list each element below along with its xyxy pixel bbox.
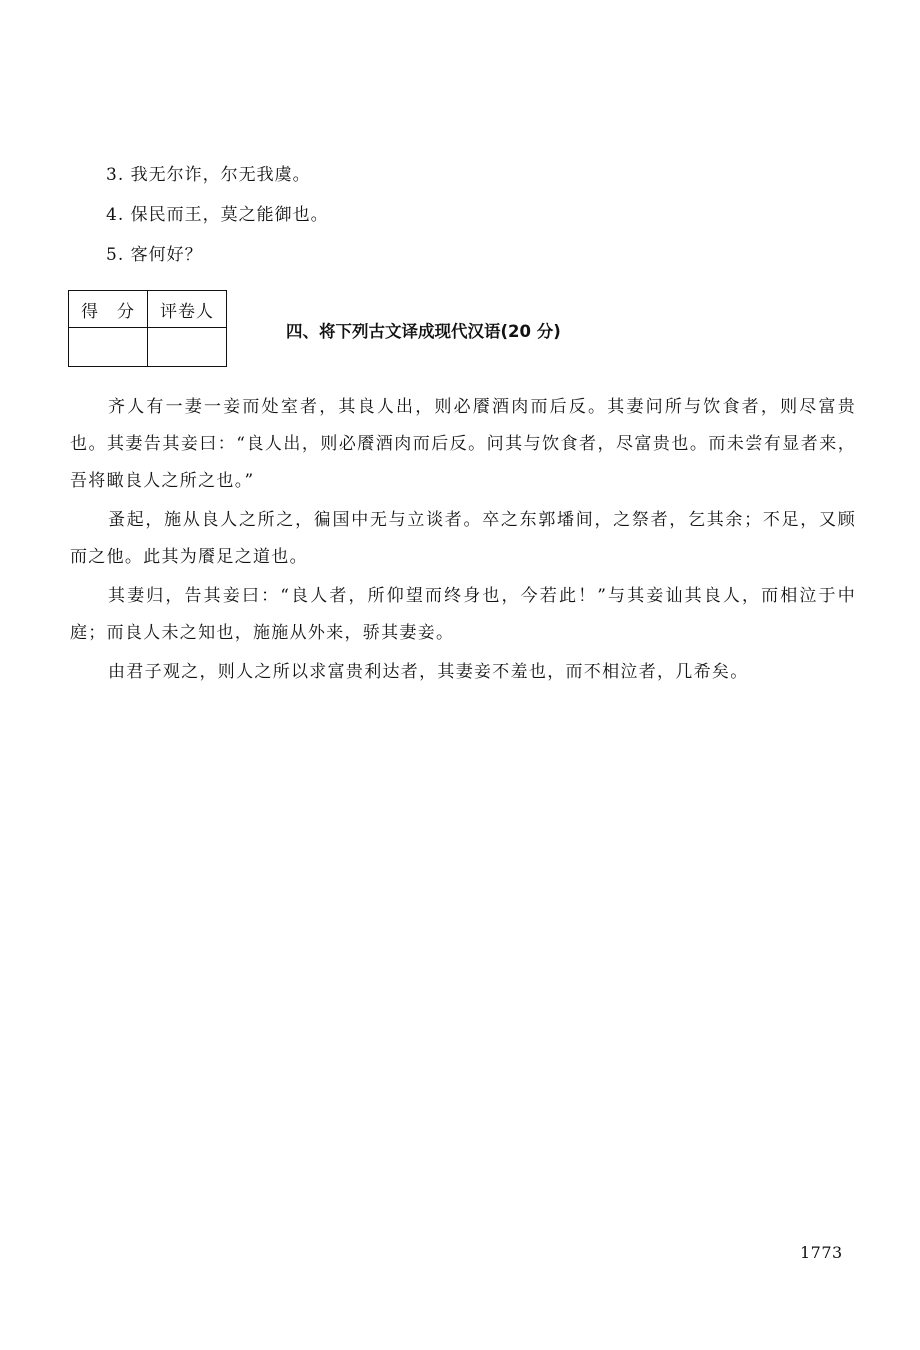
- question-4: [106, 200, 329, 225]
- question-text: 客何好？: [130, 245, 203, 265]
- passage: [70, 389, 856, 693]
- grader-label: 评卷人: [148, 291, 227, 328]
- question-3: [106, 160, 311, 185]
- passage-paragraph: 其妻归，告其妾曰：“良人者，所仰望而终身也，今若此！”与其妾讪其良人，而相泣于中庭；而良人未之知也，施施从外来，骄其妻妾。: [70, 586, 856, 643]
- question-text: 保民而王，莫之能御也。: [130, 205, 329, 225]
- question-number: 3.: [106, 165, 125, 185]
- score-label: 得 分: [69, 291, 148, 328]
- section-title: 四、将下列古文译成现代汉语(20 分): [286, 322, 561, 341]
- question-text: 我无尔诈，尔无我虞。: [130, 165, 311, 185]
- question-5: [106, 240, 203, 265]
- question-number: 5.: [106, 245, 125, 265]
- question-number: 4.: [106, 205, 125, 225]
- grader-cell: [148, 328, 227, 367]
- page-number: 1773: [800, 1243, 843, 1262]
- passage-paragraph: 蚤起，施从良人之所之，徧国中无与立谈者。卒之东郭墦间，之祭者，乞其余；不足，又顾而之他。此其为餍足之道也。: [70, 510, 856, 567]
- passage-paragraph: 齐人有一妻一妾而处室者，其良人出，则必餍酒肉而后反。其妻问所与饮食者，则尽富贵也。其妻告其妾曰：“良人出，则必餍酒肉而后反。问其与饮食者，尽富贵也。而未尝有显者来，吾将瞰良人之所之也。”: [70, 397, 856, 491]
- score-cell: [69, 328, 148, 367]
- score-box: [68, 290, 227, 367]
- passage-paragraph: 由君子观之，则人之所以求富贵利达者，其妻妾不羞也，而不相泣者，几希矣。: [108, 662, 749, 682]
